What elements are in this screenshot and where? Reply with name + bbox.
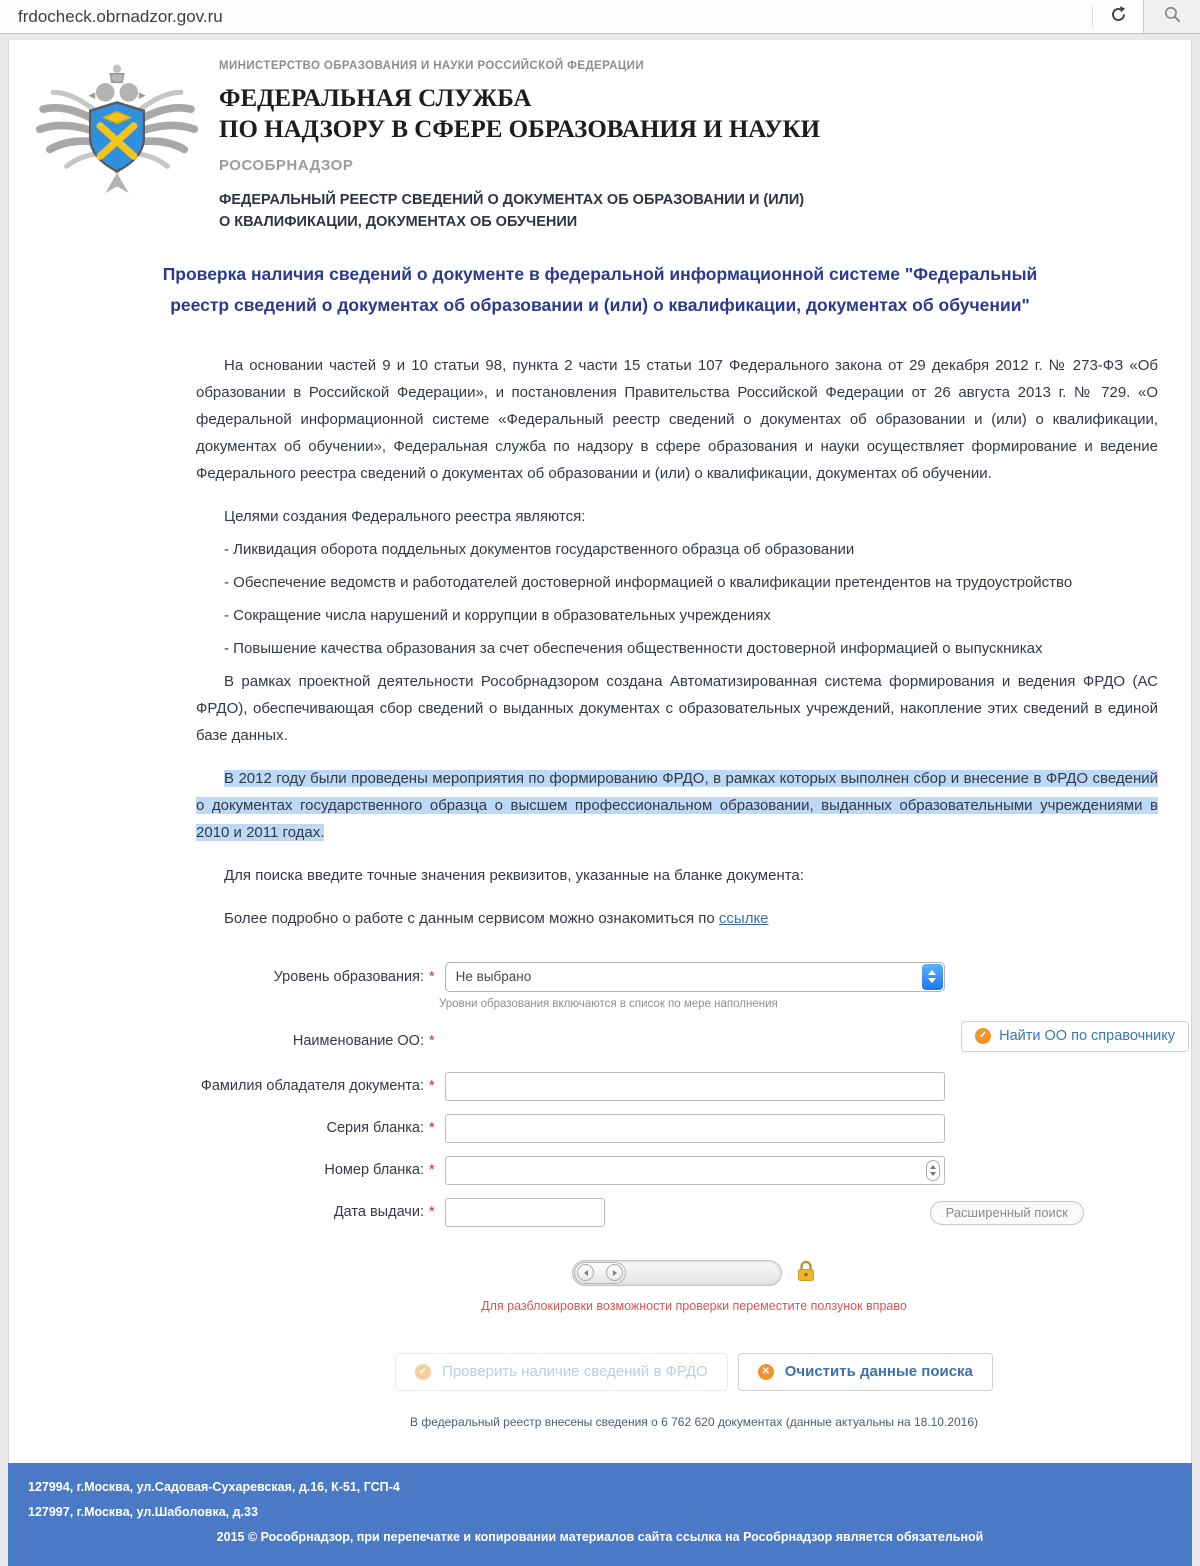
required-asterisk: * <box>429 1162 435 1179</box>
slider-left-arrow-button[interactable] <box>577 1264 594 1281</box>
page-title: Проверка наличия сведений о документе в федеральной информационной системе "Федеральный реестр сведений о документах об образовании и (или) о квалификации, документах об обучении" <box>162 264 1038 315</box>
document-check-form <box>196 962 1192 1227</box>
more-info-link[interactable]: ссылке <box>718 909 769 927</box>
issue-date-input[interactable] <box>445 1198 605 1227</box>
paragraph-more-info: Более подробно о работе с данным сервисом можно ознакомиться по ссылке <box>224 909 769 927</box>
series-input[interactable] <box>445 1114 945 1143</box>
required-asterisk: * <box>429 1033 435 1050</box>
check-circle-icon: ✓ <box>415 1364 431 1380</box>
reload-button[interactable] <box>1093 0 1143 33</box>
form-row-education-level <box>196 962 1192 992</box>
org-name-label: Наименование ОО: <box>292 1033 424 1050</box>
unlock-slider-handle[interactable] <box>574 1262 626 1284</box>
education-level-label: Уровень образования: <box>273 968 424 985</box>
paragraph-2012-highlighted <box>196 765 1158 846</box>
number-spinner-icon[interactable] <box>926 1160 940 1181</box>
unlock-slider-row <box>196 1259 1192 1287</box>
rosobrnadzor-emblem-logo <box>33 52 201 233</box>
clear-circle-icon: ✕ <box>758 1364 774 1380</box>
surname-label: Фамилия обладателя документа: <box>200 1078 424 1095</box>
form-row-org-name <box>196 1026 1192 1057</box>
browser-address-bar <box>0 0 1200 34</box>
education-level-help: Уровни образования включаются в список по мере наполнения <box>439 997 778 1010</box>
registry-count-info: В федеральный реестр внесены сведения о 6 762 620 документах (данные актуальны на 18.10.2016) <box>409 1414 979 1429</box>
lock-icon <box>796 1259 816 1287</box>
select-stepper-icon <box>922 964 943 990</box>
paragraph-search-hint: Для поиска введите точные значения реквизитов, указанные на бланке документа: <box>224 866 804 884</box>
footer-copyright: 2015 © Рособрнадзор, при перепечатке и копировании материалов сайта ссылка на Рособрнадзор является обязательной <box>216 1529 984 1544</box>
advanced-search-button[interactable]: Расширенный поиск <box>930 1201 1084 1225</box>
unlock-slider-hint: Для разблокировки возможности проверки переместите ползунок вправо <box>481 1298 907 1313</box>
issue-date-label: Дата выдачи: <box>333 1204 424 1221</box>
required-asterisk: * <box>429 1204 435 1221</box>
ministry-name: МИНИСТЕРСТВО ОБРАЗОВАНИЯ И НАУКИ РОССИЙСКОЙ ФЕДЕРАЦИИ <box>219 60 645 72</box>
paragraph-legal-basis: На основании частей 9 и 10 статьи 98, пункта 2 части 15 статьи 107 Федерального закона от 29 декабря 2012 г. № 273-ФЗ «Об образовании в Российской Федерации», и постановления Правительства Российской Федерации от 26 августа 2013 г. № 729. «О федеральной информационной системе «Федеральный реестр сведений о документах об образовании и (или) о квалификации, документах об обучении», Федеральная служба по надзору в сфере образования и науки осуществляет формирование и ведение Федерального реестра сведений о документах об образовании и (или) о квалификации, документах об обучении. <box>196 356 1158 482</box>
reload-icon <box>1109 5 1128 29</box>
find-org-button[interactable]: ✓ Найти ОО по справочнику <box>961 1021 1189 1052</box>
required-asterisk: * <box>429 1078 435 1095</box>
url-field[interactable]: frdocheck.obrnadzor.gov.ru <box>18 6 223 26</box>
goal-item: - Ликвидация оборота поддельных документов государственного образца об образовании <box>224 540 855 558</box>
intro-text <box>196 352 1158 932</box>
paragraph-as-frdo: В рамках проектной деятельности Рособрнадзором создана Автоматизированная система формирования и ведения ФРДО (АС ФРДО), обеспечивающая сбор сведений о выданных документах с образовательных учреждений, накопление этих сведений в единой базе данных. <box>196 672 1158 744</box>
education-level-select[interactable] <box>445 962 945 992</box>
number-input-wrap <box>445 1156 945 1185</box>
required-asterisk: * <box>429 1120 435 1137</box>
unlock-slider-track[interactable] <box>572 1260 782 1286</box>
footer-address-1: 127994, г.Москва, ул.Садовая-Сухаревская, д.16, К-51, ГСП-4 <box>28 1479 400 1494</box>
required-asterisk: * <box>429 968 435 985</box>
verification-controls <box>196 1259 1192 1429</box>
surname-input[interactable] <box>445 1072 945 1101</box>
goal-item: - Повышение качества образования за счет обеспечения общественности достоверной информацией о выпускниках <box>224 639 1043 657</box>
paragraph-goals-heading: Целями создания Федерального реестра являются: <box>224 507 586 525</box>
registry-name: ФЕДЕРАЛЬНЫЙ РЕЕСТР СВЕДЕНИЙ О ДОКУМЕНТАХ ОБ ОБРАЗОВАНИИ И (ИЛИ) О КВАЛИФИКАЦИИ, ДОКУМЕНТАХ ОБ ОБУЧЕНИИ <box>219 191 805 230</box>
form-row-issue-date <box>196 1198 1192 1227</box>
selected-text: В 2012 году были проведены мероприятия по формированию ФРДО, в рамках которых выполнен сбор и внесение в ФРДО сведений о документах государственного образца о высшем профессиональном образовании, выданных образовательными учреждениями в 2010 и 2011 годах. <box>196 769 1158 841</box>
slider-right-arrow-button[interactable] <box>606 1264 623 1281</box>
site-footer <box>8 1463 1192 1566</box>
page-content <box>8 40 1192 1463</box>
form-row-number <box>196 1156 1192 1185</box>
goal-item: - Обеспечение ведомств и работодателей достоверной информацией о квалификации претендентов на трудоустройство <box>224 573 1073 591</box>
search-button[interactable] <box>1143 0 1200 33</box>
header-text-block <box>219 52 820 233</box>
site-header <box>9 40 1191 233</box>
goal-item: - Сокращение числа нарушений и коррупции в образовательных учреждениях <box>224 606 771 624</box>
form-row-series <box>196 1114 1192 1143</box>
select-value: Не выбрано <box>455 969 532 985</box>
action-buttons-row <box>196 1353 1192 1391</box>
check-frdo-button[interactable]: ✓ Проверить наличие сведений в ФРДО <box>395 1353 728 1391</box>
check-circle-icon: ✓ <box>975 1028 991 1044</box>
form-row-surname <box>196 1072 1192 1101</box>
service-name: ФЕДЕРАЛЬНАЯ СЛУЖБА ПО НАДЗОРУ В СФЕРЕ ОБРАЗОВАНИЯ И НАУКИ <box>219 85 821 144</box>
number-label: Номер бланка: <box>324 1162 424 1179</box>
series-label: Серия бланка: <box>326 1120 424 1137</box>
number-input[interactable] <box>445 1156 945 1185</box>
agency-short-name: РОСОБРНАДЗОР <box>219 156 354 174</box>
search-icon <box>1163 5 1182 29</box>
footer-address-2: 127997, г.Москва, ул.Шаболовка, д.33 <box>28 1504 258 1519</box>
clear-search-button[interactable]: ✕ Очистить данные поиска <box>738 1353 993 1391</box>
